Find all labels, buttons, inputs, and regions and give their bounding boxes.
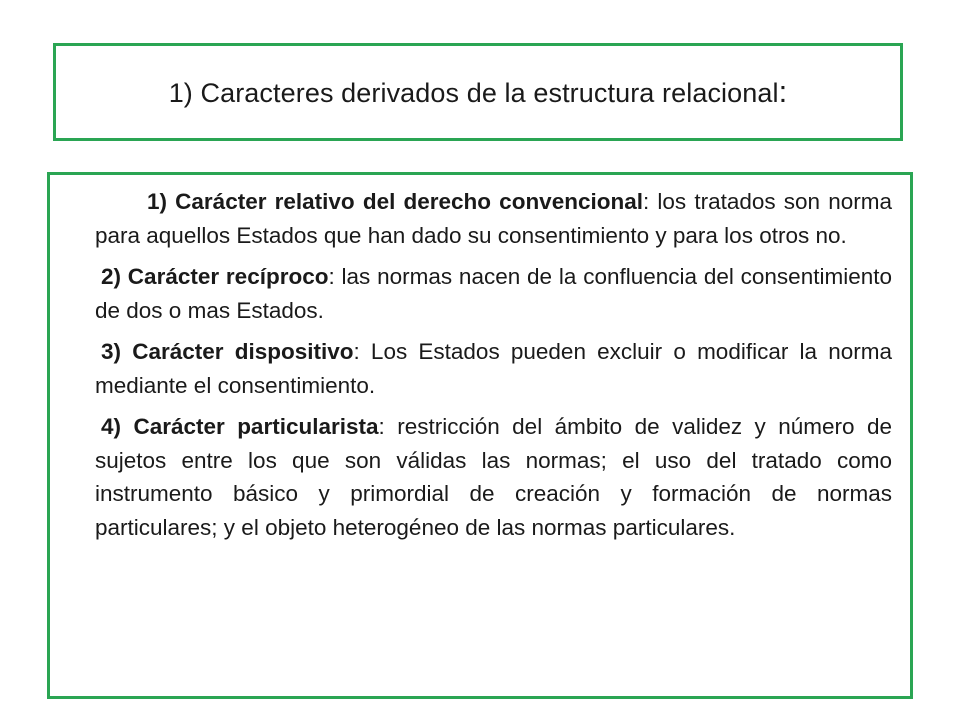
slide-title-colon: : [778,74,788,109]
item-heading: 2) Carácter recíproco [101,264,329,289]
list-item [95,410,892,544]
item-separator: : [378,414,385,439]
item-heading: 4) Carácter particularista [101,414,379,439]
list-item [95,185,892,252]
list-item [95,335,892,402]
title-box [53,43,903,141]
item-heading: 3) Carácter dispositivo [101,339,354,364]
item-body: Los Estados pueden excluir o modificar la norma mediante el consentimiento. [95,339,893,398]
item-body: las normas nacen de la confluencia del consentimiento de dos o mas Estados. [95,264,892,323]
item-separator: : [642,189,650,214]
item-heading: 1) Carácter relativo del derecho convencional [147,189,643,214]
slide-title-text: 1) Caracteres derivados de la estructura relacional [168,78,779,108]
slide-title [169,74,788,110]
list-item [95,260,892,327]
item-separator: : [328,264,335,289]
content-box [47,172,913,699]
item-separator: : [353,339,360,364]
item-body: restricción del ámbito de validez y número de sujetos entre los que son válidas las normas; el uso del tratado como instrumento básico y primordial de creación y formación de normas particulares; y el objeto heterogéneo de las normas particulares. [95,414,892,540]
item-body: los tratados son norma para aquellos Estados que han dado su consentimiento y para los otros no. [95,189,893,248]
